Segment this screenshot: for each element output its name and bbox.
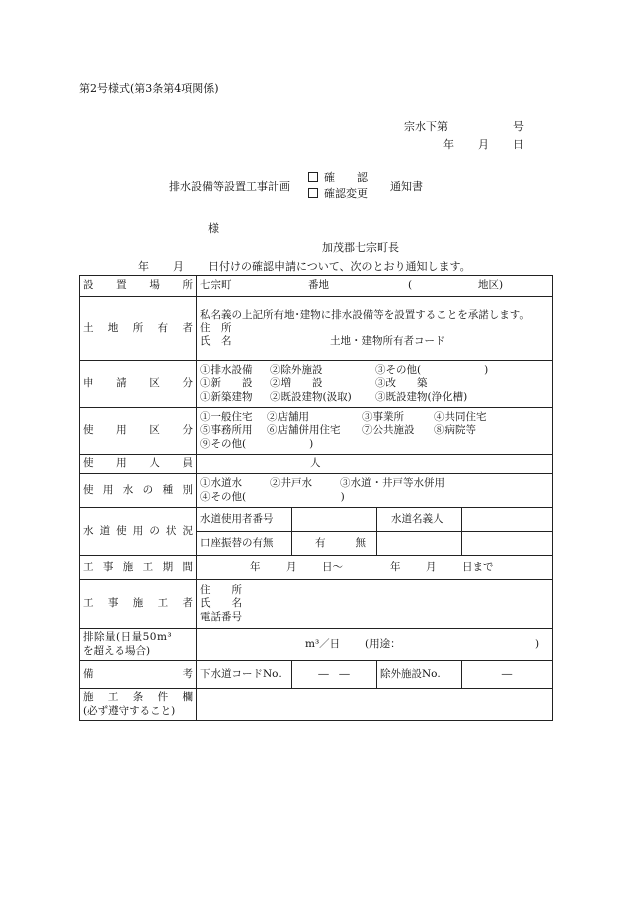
row-discharge bbox=[80, 629, 553, 661]
label-char: 欄 bbox=[182, 691, 193, 704]
label-char: 考 bbox=[182, 667, 193, 680]
title-option-confirm bbox=[308, 172, 368, 183]
label-char: 所 bbox=[182, 279, 193, 292]
label-char: 設 bbox=[83, 279, 94, 292]
discharge-label-line1: 排除量(日量50m³ bbox=[83, 631, 173, 644]
label-landowner bbox=[80, 297, 197, 361]
label-char: 期 bbox=[162, 560, 174, 573]
row-app-type bbox=[80, 361, 553, 408]
label-app-type bbox=[80, 361, 197, 408]
addressee-suffix: 様 bbox=[208, 222, 219, 235]
row-period bbox=[80, 556, 553, 580]
doc-number-suffix: 号 bbox=[513, 120, 524, 133]
transfer-blank-1 bbox=[377, 532, 462, 556]
label-conditions-text bbox=[83, 691, 193, 704]
checkbox-icon bbox=[308, 188, 318, 198]
label-char: 場 bbox=[149, 279, 160, 292]
discharge-use-open: (用途： bbox=[365, 637, 401, 650]
app-type-existing-septic: ③既設建物(浄化槽) bbox=[375, 390, 468, 403]
value-discharge bbox=[197, 629, 553, 661]
water-user-number-label: 水道使用者番号 bbox=[197, 508, 292, 532]
row-remarks bbox=[80, 661, 553, 689]
label-char: 用 bbox=[132, 524, 144, 537]
transfer-no: 無 bbox=[355, 536, 366, 549]
label-water-kind bbox=[80, 474, 197, 508]
label-char: 使 bbox=[83, 424, 94, 437]
sewer-code-value: ― ― bbox=[292, 661, 377, 689]
app-type-other: ③その他( ) bbox=[375, 363, 489, 376]
value-users bbox=[197, 455, 553, 474]
use-type-office: ⑤事務所用 bbox=[200, 424, 253, 437]
label-users bbox=[80, 455, 197, 474]
label-use-type-text bbox=[83, 424, 193, 437]
label-char: 有 bbox=[157, 321, 169, 334]
water-owner-label: 水道名義人 bbox=[377, 508, 462, 532]
date-year: 年 bbox=[443, 138, 454, 151]
app-type-new-building: ①新築建物 bbox=[200, 390, 253, 403]
label-char: 分 bbox=[182, 377, 193, 390]
label-char: 水 bbox=[122, 483, 134, 496]
label-contractor-text bbox=[83, 597, 193, 610]
contractor-name: 氏 名 bbox=[200, 597, 242, 610]
contractor-phone: 電話番号 bbox=[200, 610, 242, 623]
issuer: 加茂郡七宗町長 bbox=[322, 241, 399, 254]
checkbox-icon bbox=[308, 172, 318, 182]
label-char: 使 bbox=[83, 457, 94, 470]
label-char: 区 bbox=[149, 424, 160, 437]
use-type-public: ⑦公共施設 bbox=[362, 424, 415, 437]
label-char: 況 bbox=[182, 524, 193, 537]
label-char: 者 bbox=[182, 597, 193, 610]
label-char: 工 bbox=[142, 560, 154, 573]
title-right: 通知書 bbox=[390, 180, 423, 193]
label-remarks-text bbox=[83, 668, 193, 681]
label-discharge bbox=[80, 629, 197, 661]
label-char: 分 bbox=[182, 424, 193, 437]
label-char: 置 bbox=[116, 279, 127, 292]
water-kind-other: ④その他( ) bbox=[200, 490, 345, 503]
title-option-change-label: 確認変更 bbox=[324, 187, 368, 200]
landowner-consent: 私名義の上記所有地･建物に排水設備等を設置することを承諾します。 bbox=[200, 308, 530, 321]
label-water-status-text bbox=[83, 525, 193, 538]
row-water-kind bbox=[80, 474, 553, 508]
value-contractor bbox=[197, 580, 553, 629]
date-month: 月 bbox=[478, 138, 489, 151]
water-kind-tap: ①水道水 bbox=[200, 477, 242, 490]
label-char: 土 bbox=[83, 321, 94, 334]
label-water-kind-text bbox=[83, 484, 193, 497]
transfer-label: 口座振替の有無 bbox=[197, 532, 292, 556]
water-kind-combined: ③水道・井戸等水併用 bbox=[340, 477, 445, 490]
label-char: 別 bbox=[182, 483, 193, 496]
label-char: の bbox=[142, 483, 154, 496]
label-char: 用 bbox=[102, 483, 114, 496]
title-option-change bbox=[308, 188, 368, 199]
label-water-status bbox=[80, 508, 197, 556]
use-type-business: ③事業所 bbox=[362, 410, 404, 423]
row-location bbox=[80, 276, 553, 297]
label-char: 所 bbox=[132, 321, 144, 334]
period-year: 年 bbox=[250, 560, 261, 573]
value-location bbox=[197, 276, 553, 297]
form-number: 第2号様式(第3条第4項関係) bbox=[79, 82, 219, 95]
period-month-2: 月 bbox=[426, 560, 437, 573]
label-char: 事 bbox=[102, 560, 114, 573]
use-type-other: ⑨その他( ) bbox=[200, 437, 314, 450]
title-option-confirm-label: 確 認 bbox=[324, 171, 368, 184]
label-char: の bbox=[149, 524, 160, 537]
label-char: 件 bbox=[157, 691, 169, 704]
value-water-kind bbox=[197, 474, 553, 508]
transfer-yes: 有 bbox=[315, 536, 326, 549]
row-water-status-1 bbox=[80, 508, 553, 532]
row-users bbox=[80, 455, 553, 474]
label-char: 地 bbox=[107, 321, 119, 334]
label-char: 条 bbox=[132, 691, 144, 704]
value-conditions bbox=[197, 689, 553, 721]
label-char: 使 bbox=[83, 483, 94, 496]
location-district-open: ( bbox=[408, 279, 413, 292]
label-char: 道 bbox=[99, 524, 111, 537]
contractor-address: 住 所 bbox=[200, 583, 242, 596]
label-char: 用 bbox=[116, 457, 127, 470]
conditions-label-line2: (必ず遵守すること) bbox=[83, 704, 176, 717]
transfer-blank-2 bbox=[462, 532, 553, 556]
exclusion-no-label: 除外施設No. bbox=[377, 661, 462, 689]
doc-number-prefix: 宗水下第 bbox=[404, 120, 448, 133]
period-year-2: 年 bbox=[390, 560, 401, 573]
label-period-text bbox=[83, 561, 193, 574]
title-left: 排水設備等設置工事計画 bbox=[169, 180, 290, 193]
landowner-name: 氏 名 bbox=[200, 335, 232, 348]
water-user-number-value bbox=[292, 508, 377, 532]
value-period bbox=[197, 556, 553, 580]
label-char: 工 bbox=[83, 560, 94, 573]
label-period bbox=[80, 556, 197, 580]
label-char: 種 bbox=[162, 483, 174, 496]
app-type-drainage: ①排水設備 bbox=[200, 363, 253, 376]
label-char: 状 bbox=[165, 524, 177, 537]
label-app-type-text bbox=[83, 377, 193, 390]
location-banchi: 番地 bbox=[308, 279, 329, 292]
label-char: 工 bbox=[107, 691, 119, 704]
label-char: 区 bbox=[149, 377, 160, 390]
app-type-existing-pit: ②既設建物(汲取) bbox=[270, 390, 352, 403]
transfer-value bbox=[292, 532, 377, 556]
label-char: 水 bbox=[83, 524, 94, 537]
period-until: 日まで bbox=[462, 560, 494, 573]
notice-form-table bbox=[79, 275, 553, 721]
use-type-store-house: ⑥店舗併用住宅 bbox=[267, 424, 341, 437]
value-landowner bbox=[197, 297, 553, 361]
app-type-exclusion: ②除外施設 bbox=[270, 363, 323, 376]
use-type-hospital: ⑧病院等 bbox=[434, 424, 476, 437]
row-use-type bbox=[80, 408, 553, 455]
row-contractor bbox=[80, 580, 553, 629]
use-type-store: ②店舗用 bbox=[267, 410, 309, 423]
label-landowner-text bbox=[83, 322, 193, 335]
sewer-code-label: 下水道コードNo. bbox=[197, 661, 292, 689]
label-char: 用 bbox=[116, 424, 127, 437]
intro-month: 月 bbox=[173, 260, 184, 273]
label-char: 使 bbox=[116, 524, 127, 537]
intro-text: 日付けの確認申請について、次のとおり通知します。 bbox=[208, 260, 471, 273]
users-unit: 人 bbox=[310, 457, 321, 470]
location-district-close: 地区) bbox=[478, 279, 504, 292]
landowner-code: 土地・建物所有者コード bbox=[330, 335, 446, 348]
label-char: 請 bbox=[116, 377, 127, 390]
label-users-text bbox=[83, 457, 193, 470]
label-char: 施 bbox=[132, 597, 144, 610]
intro-year: 年 bbox=[138, 260, 149, 273]
date-day: 日 bbox=[513, 138, 524, 151]
period-month: 月 bbox=[286, 560, 297, 573]
landowner-address: 住 所 bbox=[200, 321, 232, 334]
app-type-rebuild: ③改 築 bbox=[375, 377, 428, 390]
discharge-unit: m³／日 bbox=[305, 637, 341, 650]
label-char: 事 bbox=[107, 597, 119, 610]
discharge-use-close: ) bbox=[535, 637, 540, 650]
label-use-type bbox=[80, 408, 197, 455]
label-char: 工 bbox=[157, 597, 169, 610]
label-char: 備 bbox=[83, 667, 94, 680]
label-contractor bbox=[80, 580, 197, 629]
water-owner-value bbox=[462, 508, 553, 532]
label-location bbox=[80, 276, 197, 297]
row-conditions bbox=[80, 689, 553, 721]
app-type-new: ①新 設 bbox=[200, 377, 253, 390]
label-conditions bbox=[80, 689, 197, 721]
label-char: 施 bbox=[83, 691, 94, 704]
label-char: 者 bbox=[182, 321, 193, 334]
row-landowner bbox=[80, 297, 553, 361]
label-char: 申 bbox=[83, 377, 94, 390]
location-town: 七宗町 bbox=[200, 279, 232, 292]
label-remarks bbox=[80, 661, 197, 689]
label-char: 間 bbox=[182, 560, 193, 573]
use-type-house: ①一般住宅 bbox=[200, 410, 253, 423]
use-type-apartment: ④共同住宅 bbox=[434, 410, 487, 423]
value-app-type bbox=[197, 361, 553, 408]
label-char: 工 bbox=[83, 597, 94, 610]
water-kind-well: ②井戸水 bbox=[270, 477, 312, 490]
label-char: 員 bbox=[182, 457, 193, 470]
discharge-label-line2: を超える場合) bbox=[83, 644, 151, 657]
exclusion-no-value: ― bbox=[462, 661, 553, 689]
label-char: 人 bbox=[149, 457, 160, 470]
period-from: 日～ bbox=[322, 560, 343, 573]
value-use-type bbox=[197, 408, 553, 455]
app-type-extension: ②増 設 bbox=[270, 377, 323, 390]
label-char: 施 bbox=[122, 560, 134, 573]
label-location-text bbox=[83, 279, 193, 292]
